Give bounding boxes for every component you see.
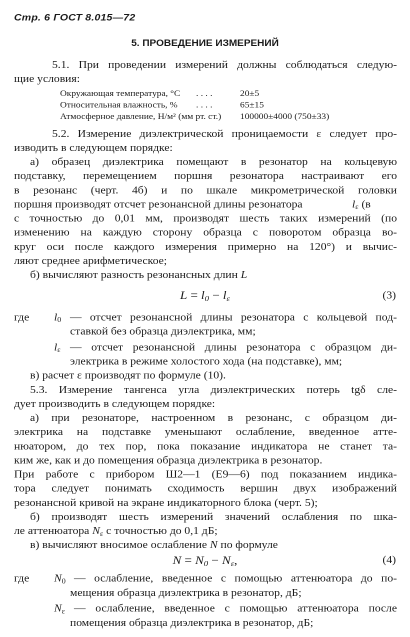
where3-def1-line1: где $l_0$ — отсчет резонансной длины резонатора с кольцевой под- bbox=[14, 311, 397, 325]
page-header: Стр. 6 ГОСТ 8.015—72 bbox=[14, 12, 136, 23]
p53-line-7: При работе с прибором Ш2—1 (Е9—6) под показанием индика- bbox=[14, 468, 397, 481]
p53-line-3: а) при резонаторе, настроенном в резонанс, с образцом ди- bbox=[30, 412, 397, 424]
p52-line-5: в резонанс (черт. 4б) и по шкале микрометрической головки bbox=[14, 184, 397, 196]
p53-line-2: дует производить в следующем порядке: bbox=[14, 398, 216, 410]
condition-temperature-dots: . . . . bbox=[196, 90, 213, 99]
condition-temperature-name: Окружающая температура, °С bbox=[60, 90, 181, 99]
p52-line-9: круг оси после каждого измерения примерно на 120°) и вычис- bbox=[14, 240, 397, 253]
formula-3: $L = l_0 - l_\varepsilon$ bbox=[179, 288, 231, 303]
p52-line-10: ляют среднее арифметическое; bbox=[14, 255, 167, 267]
n0-symbol: $N_0$ bbox=[54, 572, 66, 586]
p52-line-8: изменению на каждую сторону образца с поворотом образца во- bbox=[14, 226, 397, 239]
p52-line-11 bbox=[30, 268, 247, 282]
equation-number-3: (3) bbox=[382, 289, 396, 302]
p53-line-1: 5.3. Измерение тангенса угла диэлектрических потерь tgδ сле- bbox=[30, 383, 397, 396]
equation-number-4: (4) bbox=[382, 554, 396, 566]
l-eps-tail: (в bbox=[358, 198, 371, 211]
condition-humidity-value: 65±15 bbox=[240, 101, 264, 111]
p53-line-5: нюатором, до тех пор, пока показание индикатора не станет та- bbox=[14, 440, 397, 452]
where4-def2-line2: помещения образца диэлектрика в резонатор, дБ; bbox=[70, 617, 314, 629]
condition-temperature-value: 20±5 bbox=[240, 90, 260, 99]
p52-line-3: а) образец диэлектрика помещают в резонатор на кольцевую bbox=[30, 156, 397, 168]
l-eps-def-symbol: $l_\varepsilon$ bbox=[54, 341, 61, 354]
p52-line-11-text: б) вычисляют разность резонансных длин bbox=[30, 269, 238, 281]
condition-humidity-dots: . . . . bbox=[196, 101, 213, 111]
l0-symbol: $l_0$ bbox=[54, 311, 62, 324]
where4-def1-line2: мещения образца диэлектрика в резонатор, дБ; bbox=[70, 586, 302, 599]
p52-line-4: подставку, перемещением поршня резонатора настраивают его bbox=[14, 170, 397, 182]
p52-line-2: изводить в следующем порядке: bbox=[14, 142, 173, 154]
p53-line-10: б) производят шесть измерений значений ослабления по шка- bbox=[30, 511, 397, 523]
p52-line-6-text: поршня производят отсчет резонансной длины резонатора bbox=[14, 198, 303, 211]
p52-line-7: с точностью до 0,01 мм, производят шесть таких измерений (по bbox=[14, 212, 397, 225]
section-title: 5. ПРОВЕДЕНИЕ ИЗМЕРЕНИЙ bbox=[131, 38, 279, 49]
where4-def2-line1: $N_\varepsilon$ — ослабление, введенное с помощью аттенюатора после bbox=[54, 602, 397, 616]
where3-def2-line1: $l_\varepsilon$ — отсчет резонансной длины резонатора с образцом ди- bbox=[54, 341, 397, 354]
p53-line-4: электрика на подставке уменьшают ослабление, введенное атте- bbox=[14, 426, 397, 438]
formula-4: $N = N_0 - N_\varepsilon$, bbox=[172, 553, 238, 568]
where4-def1-line1: где $N_0$ — ослабление, введенное с помощью аттенюатора до по- bbox=[14, 572, 397, 586]
condition-pressure-value: 100000±4000 (750±33) bbox=[240, 112, 330, 122]
condition-pressure-name: Атмосферное давление, Н/м² (мм рт. ст.) bbox=[60, 112, 222, 122]
p51-line-1: 5.1. При проведении измерений должны соблюдаться следую- bbox=[52, 59, 397, 71]
p53-line-6: ким же, как и до помещения образца диэлектрика в резонатор. bbox=[14, 454, 323, 467]
l-eps-symbol: $l_\varepsilon$ (в bbox=[352, 198, 371, 211]
p53-line-9: резонансной кривой на экране индикаторного блока (черт. 5); bbox=[14, 496, 318, 509]
L-symbol: L bbox=[240, 269, 248, 281]
p51-line-2: щие условия: bbox=[14, 73, 80, 85]
p53-line-8: тора следует понимать сходимость вершин двух изображений bbox=[14, 482, 397, 495]
where3-def2-line2: электрика в режиме холостого хода (на подставке), мм; bbox=[70, 355, 343, 368]
p52-line-6 bbox=[14, 198, 397, 212]
p53-line-12: в) вычисляют вносимое ослабление N по формуле bbox=[30, 539, 278, 551]
p53-line-11: ле аттенюатора $N_\varepsilon$ с точностью до 0,1 дБ; bbox=[14, 525, 218, 538]
p52-line-1: 5.2. Измерение диэлектрической проницаемости ε следует про- bbox=[52, 127, 397, 140]
n-eps-symbol: $N_\varepsilon$ bbox=[92, 525, 104, 538]
n-eps-def-symbol: $N_\varepsilon$ bbox=[54, 602, 66, 616]
where3-def1-line2: ставкой без образца диэлектрика, мм; bbox=[70, 325, 256, 338]
where3-item-v: в) расчет ε производят по формуле (10). bbox=[30, 369, 226, 382]
condition-humidity-name: Относительная влажность, % bbox=[60, 101, 178, 111]
N-symbol: N bbox=[209, 539, 218, 551]
